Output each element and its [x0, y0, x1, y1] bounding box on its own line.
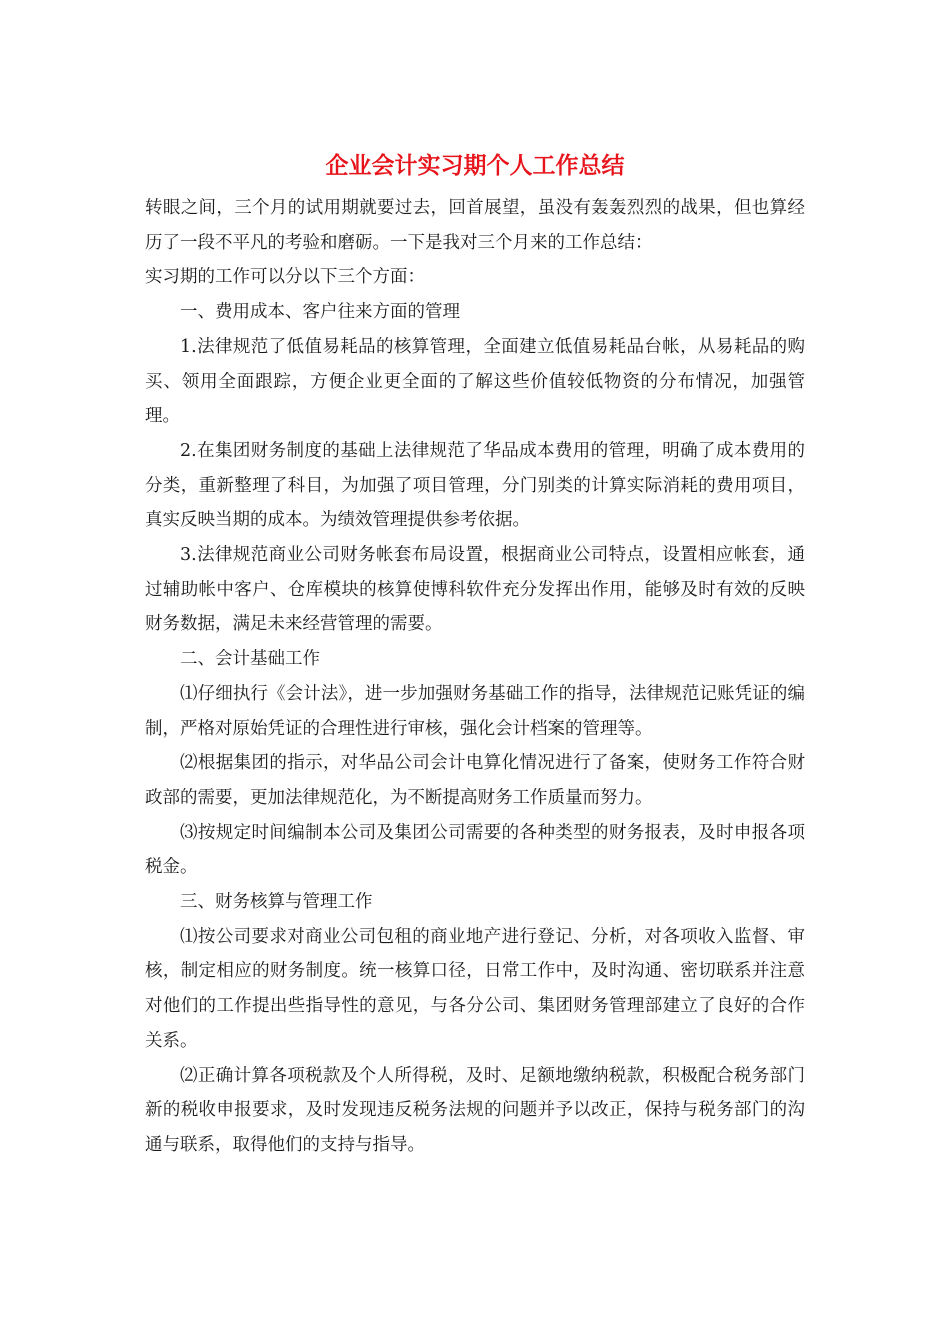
list-item: ⑵正确计算各项税款及个人所得税，及时、足额地缴纳税款，积极配合税务部门新的税收申报要求，及时发现违反税务法规的问题并予以改正，保持与税务部门的沟通与联系，取得他们的支持与指导。 — [145, 1065, 805, 1155]
list-item: 1.法律规范了低值易耗品的核算管理，全面建立低值易耗品台帐，从易耗品的购买、领用全面跟踪，方便企业更全面的了解这些价值较低物资的分布情况，加强管理。 — [145, 336, 805, 427]
document-title: 企业会计实习期个人工作总结 — [325, 152, 625, 179]
list-item: ⑵根据集团的指示，对华品公司会计电算化情况进行了备案，使财务工作符合财政部的需要，更加法律规范化，为不断提高财务工作质量而努力。 — [145, 753, 805, 808]
section-heading-1: 一、费用成本、客户往来方面的管理 — [180, 302, 460, 323]
section-heading-2: 二、会计基础工作 — [180, 649, 320, 670]
list-item: 2.在集团财务制度的基础上法律规范了华品成本费用的管理，明确了成本费用的分类，重新整理了科目，为加强了项目管理，分门别类的计算实际消耗的费用项目，真实反映当期的成本。为绩效管理提供参考依据。 — [145, 440, 805, 531]
list-item: ⑴仔细执行《会计法》，进一步加强财务基础工作的指导，法律规范记账凭证的编制，严格对原始凭证的合理性进行审核，强化会计档案的管理等。 — [145, 683, 805, 739]
list-item: ⑴按公司要求对商业公司包租的商业地产进行登记、分析，对各项收入监督、审核，制定相应的财务制度。统一核算口径，日常工作中，及时沟通、密切联系并注意对他们的工作提出些指导性的意见，与各分公司、集团财务管理部建立了良好的合作关系。 — [145, 926, 805, 1051]
paragraph-overview: 实习期的工作可以分以下三个方面： — [145, 267, 425, 288]
paragraph-intro: 转眼之间，三个月的试用期就要过去，回首展望，虽没有轰轰烈烈的战果，但也算经历了一段不平凡的考验和磨砺。一下是我对三个月来的工作总结： — [145, 198, 805, 253]
list-item: 3.法律规范商业公司财务帐套布局设置，根据商业公司特点，设置相应帐套，通过辅助帐中客户、仓库模块的核算使博科软件充分发挥出作用，能够及时有效的反映财务数据，满足未来经营管理的需要。 — [145, 545, 805, 635]
section-heading-3: 三、财务核算与管理工作 — [180, 892, 373, 913]
list-item: ⑶按规定时间编制本公司及集团公司需要的各种类型的财务报表，及时申报各项税金。 — [145, 822, 805, 878]
document-body — [145, 191, 805, 1163]
